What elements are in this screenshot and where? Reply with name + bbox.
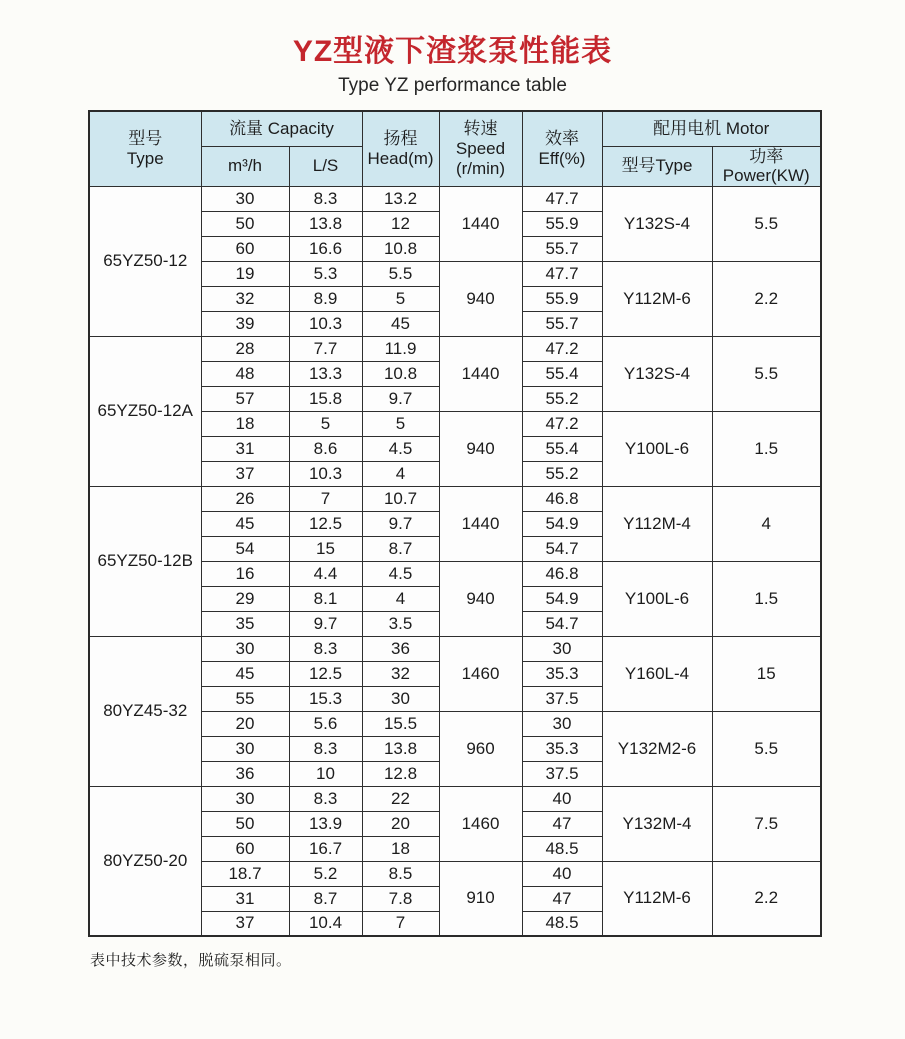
eff-cell: 35.3	[522, 661, 602, 686]
eff-cell: 46.8	[522, 561, 602, 586]
motor-power-cell: 1.5	[712, 411, 821, 486]
page-subtitle: Type YZ performance table	[338, 75, 567, 96]
eff-cell: 47	[522, 811, 602, 836]
capacity-m3h-cell: 45	[201, 661, 289, 686]
pump-model-cell: 80YZ50-20	[89, 786, 201, 936]
eff-cell: 48.5	[522, 911, 602, 936]
head-cell: 20	[362, 811, 439, 836]
eff-cell: 47.7	[522, 261, 602, 286]
capacity-m3h-cell: 48	[201, 361, 289, 386]
pump-model-cell: 65YZ50-12A	[89, 336, 201, 486]
header-head	[362, 111, 439, 186]
capacity-ls-cell: 7	[289, 486, 362, 511]
capacity-ls-cell: 16.7	[289, 836, 362, 861]
speed-cell: 1440	[439, 336, 522, 411]
head-cell: 18	[362, 836, 439, 861]
speed-cell: 910	[439, 861, 522, 936]
header-motor-power: 功率Power(KW)	[712, 146, 821, 186]
header-capacity-group: 流量 Capacity	[201, 111, 362, 146]
motor-power-cell: 5.5	[712, 186, 821, 261]
capacity-ls-cell: 8.1	[289, 586, 362, 611]
motor-model-cell: Y132S-4	[602, 336, 712, 411]
motor-model-cell: Y132M2-6	[602, 711, 712, 786]
eff-cell: 54.9	[522, 511, 602, 536]
capacity-ls-cell: 8.3	[289, 636, 362, 661]
head-cell: 30	[362, 686, 439, 711]
document-page	[0, 26, 905, 1039]
eff-cell: 40	[522, 786, 602, 811]
capacity-ls-cell: 13.8	[289, 211, 362, 236]
header-eff-zh: 效率	[545, 129, 579, 149]
motor-model-cell: Y132S-4	[602, 186, 712, 261]
head-cell: 12	[362, 211, 439, 236]
capacity-m3h-cell: 37	[201, 461, 289, 486]
speed-cell: 1460	[439, 786, 522, 861]
motor-model-cell: Y100L-6	[602, 411, 712, 486]
capacity-ls-cell: 10.3	[289, 311, 362, 336]
head-cell: 13.2	[362, 186, 439, 211]
capacity-ls-cell: 15.8	[289, 386, 362, 411]
head-cell: 3.5	[362, 611, 439, 636]
speed-cell: 1460	[439, 636, 522, 711]
head-cell: 13.8	[362, 736, 439, 761]
capacity-ls-cell: 10	[289, 761, 362, 786]
capacity-ls-cell: 8.3	[289, 186, 362, 211]
eff-cell: 47	[522, 886, 602, 911]
eff-cell: 55.9	[522, 286, 602, 311]
header-speed-unit: (r/min)	[455, 158, 506, 178]
motor-model-cell: Y112M-6	[602, 261, 712, 336]
capacity-ls-cell: 10.3	[289, 461, 362, 486]
capacity-ls-cell: 4.4	[289, 561, 362, 586]
motor-model-cell: Y112M-4	[602, 486, 712, 561]
header-eff-en: Eff(%)	[538, 148, 586, 168]
capacity-m3h-cell: 35	[201, 611, 289, 636]
eff-cell: 37.5	[522, 686, 602, 711]
header-motor-model: 型号Type	[602, 146, 712, 186]
capacity-ls-cell: 7.7	[289, 336, 362, 361]
table-row	[89, 786, 821, 811]
motor-model-cell: Y100L-6	[602, 561, 712, 636]
table-row	[89, 336, 821, 361]
table-row	[89, 636, 821, 661]
eff-cell: 55.9	[522, 211, 602, 236]
head-cell: 45	[362, 311, 439, 336]
capacity-ls-cell: 9.7	[289, 611, 362, 636]
eff-cell: 47.2	[522, 336, 602, 361]
motor-power-cell: 1.5	[712, 561, 821, 636]
table-row	[89, 486, 821, 511]
eff-cell: 40	[522, 861, 602, 886]
eff-cell: 55.7	[522, 236, 602, 261]
header-model	[89, 111, 201, 186]
motor-model-cell: Y112M-6	[602, 861, 712, 936]
pump-model-cell: 65YZ50-12B	[89, 486, 201, 636]
capacity-m3h-cell: 31	[201, 436, 289, 461]
header-capacity-ls: L/S	[289, 146, 362, 186]
speed-cell: 940	[439, 561, 522, 636]
capacity-m3h-cell: 57	[201, 386, 289, 411]
head-cell: 15.5	[362, 711, 439, 736]
capacity-ls-cell: 5	[289, 411, 362, 436]
motor-model-cell: Y132M-4	[602, 786, 712, 861]
head-cell: 8.7	[362, 536, 439, 561]
eff-cell: 47.2	[522, 411, 602, 436]
capacity-m3h-cell: 28	[201, 336, 289, 361]
capacity-m3h-cell: 39	[201, 311, 289, 336]
head-cell: 4.5	[362, 561, 439, 586]
eff-cell: 30	[522, 636, 602, 661]
capacity-m3h-cell: 18.7	[201, 861, 289, 886]
capacity-m3h-cell: 37	[201, 911, 289, 936]
eff-cell: 54.9	[522, 586, 602, 611]
capacity-m3h-cell: 36	[201, 761, 289, 786]
capacity-m3h-cell: 30	[201, 736, 289, 761]
head-cell: 36	[362, 636, 439, 661]
eff-cell: 55.4	[522, 361, 602, 386]
capacity-m3h-cell: 20	[201, 711, 289, 736]
head-cell: 10.7	[362, 486, 439, 511]
speed-cell: 1440	[439, 186, 522, 261]
head-cell: 7.8	[362, 886, 439, 911]
table-footnote: 表中技术参数，脱硫泵相同。	[90, 952, 292, 970]
capacity-ls-cell: 5.3	[289, 261, 362, 286]
motor-power-cell: 5.5	[712, 711, 821, 786]
head-cell: 4.5	[362, 436, 439, 461]
capacity-m3h-cell: 30	[201, 786, 289, 811]
capacity-ls-cell: 8.6	[289, 436, 362, 461]
head-cell: 10.8	[362, 236, 439, 261]
eff-cell: 47.7	[522, 186, 602, 211]
header-speed-zh: 转速	[463, 119, 498, 139]
capacity-m3h-cell: 45	[201, 511, 289, 536]
capacity-ls-cell: 13.3	[289, 361, 362, 386]
head-cell: 8.5	[362, 861, 439, 886]
capacity-m3h-cell: 54	[201, 536, 289, 561]
capacity-ls-cell: 5.6	[289, 711, 362, 736]
capacity-m3h-cell: 50	[201, 211, 289, 236]
capacity-ls-cell: 16.6	[289, 236, 362, 261]
head-cell: 12.8	[362, 761, 439, 786]
header-model-en: Type	[126, 148, 164, 168]
eff-cell: 55.2	[522, 386, 602, 411]
table-header	[89, 111, 821, 186]
eff-cell: 55.4	[522, 436, 602, 461]
capacity-ls-cell: 15	[289, 536, 362, 561]
capacity-m3h-cell: 60	[201, 236, 289, 261]
capacity-m3h-cell: 60	[201, 836, 289, 861]
motor-power-cell: 5.5	[712, 336, 821, 411]
capacity-ls-cell: 12.5	[289, 661, 362, 686]
pump-model-cell: 80YZ45-32	[89, 636, 201, 786]
motor-power-cell: 7.5	[712, 786, 821, 861]
capacity-ls-cell: 8.9	[289, 286, 362, 311]
eff-cell: 37.5	[522, 761, 602, 786]
header-head-en: Head(m)	[367, 148, 434, 168]
motor-power-cell: 2.2	[712, 261, 821, 336]
head-cell: 22	[362, 786, 439, 811]
header-speed	[439, 111, 522, 186]
motor-power-cell: 2.2	[712, 861, 821, 936]
capacity-m3h-cell: 30	[201, 636, 289, 661]
eff-cell: 55.2	[522, 461, 602, 486]
eff-cell: 30	[522, 711, 602, 736]
capacity-m3h-cell: 32	[201, 286, 289, 311]
head-cell: 11.9	[362, 336, 439, 361]
capacity-ls-cell: 8.3	[289, 736, 362, 761]
capacity-ls-cell: 15.3	[289, 686, 362, 711]
motor-power-cell: 15	[712, 636, 821, 711]
capacity-m3h-cell: 16	[201, 561, 289, 586]
capacity-ls-cell: 13.9	[289, 811, 362, 836]
motor-power-cell: 4	[712, 486, 821, 561]
eff-cell: 55.7	[522, 311, 602, 336]
page-title: YZ型液下渣浆泵性能表	[292, 35, 613, 68]
performance-table-body	[89, 186, 821, 936]
capacity-m3h-cell: 50	[201, 811, 289, 836]
header-speed-en: Speed	[455, 139, 506, 159]
capacity-ls-cell: 12.5	[289, 511, 362, 536]
capacity-m3h-cell: 55	[201, 686, 289, 711]
table-row	[89, 186, 821, 211]
capacity-m3h-cell: 29	[201, 586, 289, 611]
head-cell: 4	[362, 461, 439, 486]
eff-cell: 46.8	[522, 486, 602, 511]
head-cell: 9.7	[362, 511, 439, 536]
header-motor-group: 配用电机 Motor	[602, 111, 821, 146]
head-cell: 7	[362, 911, 439, 936]
head-cell: 32	[362, 661, 439, 686]
head-cell: 9.7	[362, 386, 439, 411]
eff-cell: 54.7	[522, 611, 602, 636]
performance-table	[88, 110, 822, 937]
header-capacity-m3h: m³/h	[201, 146, 289, 186]
capacity-ls-cell: 5.2	[289, 861, 362, 886]
header-row-1	[89, 111, 821, 146]
header-eff	[522, 111, 602, 186]
head-cell: 5	[362, 411, 439, 436]
speed-cell: 960	[439, 711, 522, 786]
capacity-m3h-cell: 18	[201, 411, 289, 436]
capacity-m3h-cell: 31	[201, 886, 289, 911]
head-cell: 4	[362, 586, 439, 611]
header-model-zh: 型号	[128, 129, 163, 149]
capacity-ls-cell: 10.4	[289, 911, 362, 936]
header-head-zh: 扬程	[383, 129, 418, 149]
capacity-ls-cell: 8.3	[289, 786, 362, 811]
speed-cell: 940	[439, 261, 522, 336]
head-cell: 10.8	[362, 361, 439, 386]
capacity-ls-cell: 8.7	[289, 886, 362, 911]
head-cell: 5	[362, 286, 439, 311]
speed-cell: 1440	[439, 486, 522, 561]
eff-cell: 48.5	[522, 836, 602, 861]
eff-cell: 35.3	[522, 736, 602, 761]
capacity-m3h-cell: 26	[201, 486, 289, 511]
eff-cell: 54.7	[522, 536, 602, 561]
capacity-m3h-cell: 30	[201, 186, 289, 211]
pump-model-cell: 65YZ50-12	[89, 186, 201, 336]
capacity-m3h-cell: 19	[201, 261, 289, 286]
motor-model-cell: Y160L-4	[602, 636, 712, 711]
head-cell: 5.5	[362, 261, 439, 286]
speed-cell: 940	[439, 411, 522, 486]
